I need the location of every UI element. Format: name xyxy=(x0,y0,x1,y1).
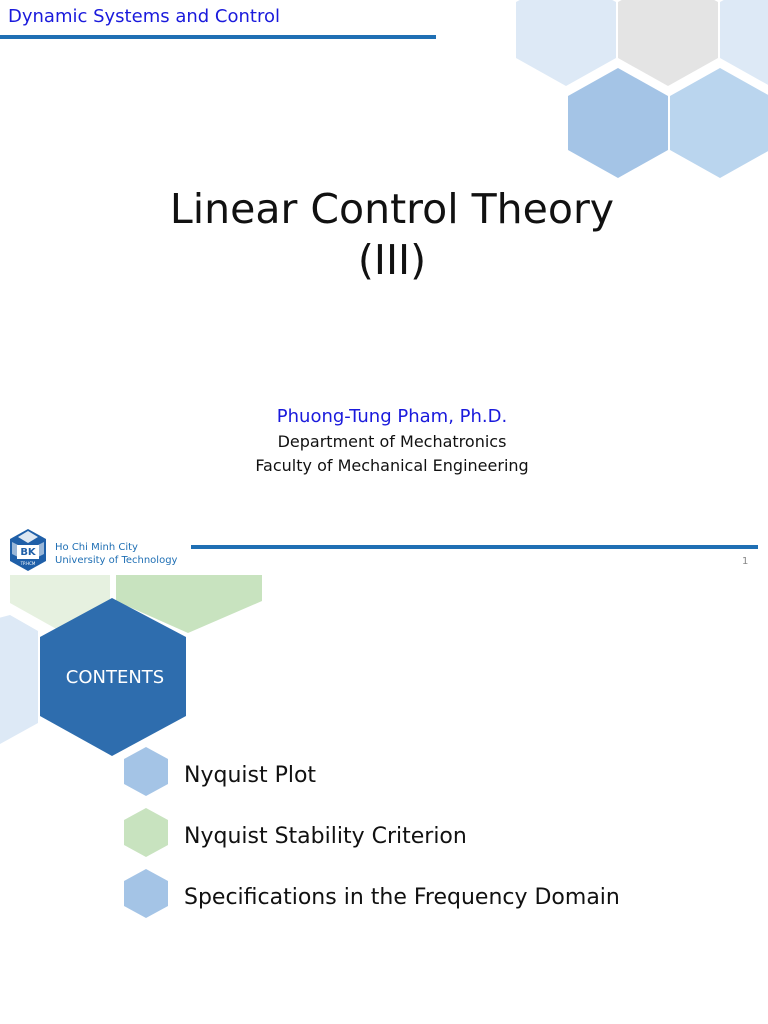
contents-slide xyxy=(0,575,768,1024)
toc-item: Nyquist Plot xyxy=(184,763,317,788)
bullet-hexagon xyxy=(124,808,168,857)
slide-title: Linear Control Theory xyxy=(169,185,615,233)
university-name-line1: Ho Chi Minh City xyxy=(55,542,138,553)
contents-heading: CONTENTS xyxy=(65,667,165,688)
slide-title-part: (III) xyxy=(357,236,427,284)
svg-text:BK: BK xyxy=(20,547,36,558)
hexagon-decoration xyxy=(0,575,768,1024)
university-logo xyxy=(6,528,50,572)
toc-item: Nyquist Stability Criterion xyxy=(184,824,467,849)
footer-divider xyxy=(191,545,758,549)
toc-item: Specifications in the Frequency Domain xyxy=(184,885,620,910)
bullet-hexagon xyxy=(124,747,168,796)
page-number: 1 xyxy=(742,556,749,567)
course-title: Dynamic Systems and Control xyxy=(8,6,280,27)
faculty: Faculty of Mechanical Engineering xyxy=(255,456,529,475)
department: Department of Mechatronics xyxy=(277,432,507,451)
author-name: Phuong-Tung Pham, Ph.D. xyxy=(276,406,508,427)
bullet-hexagon xyxy=(124,869,168,918)
university-name-line2: University of Technology xyxy=(55,555,178,566)
svg-text:TP.HCM: TP.HCM xyxy=(20,561,36,566)
